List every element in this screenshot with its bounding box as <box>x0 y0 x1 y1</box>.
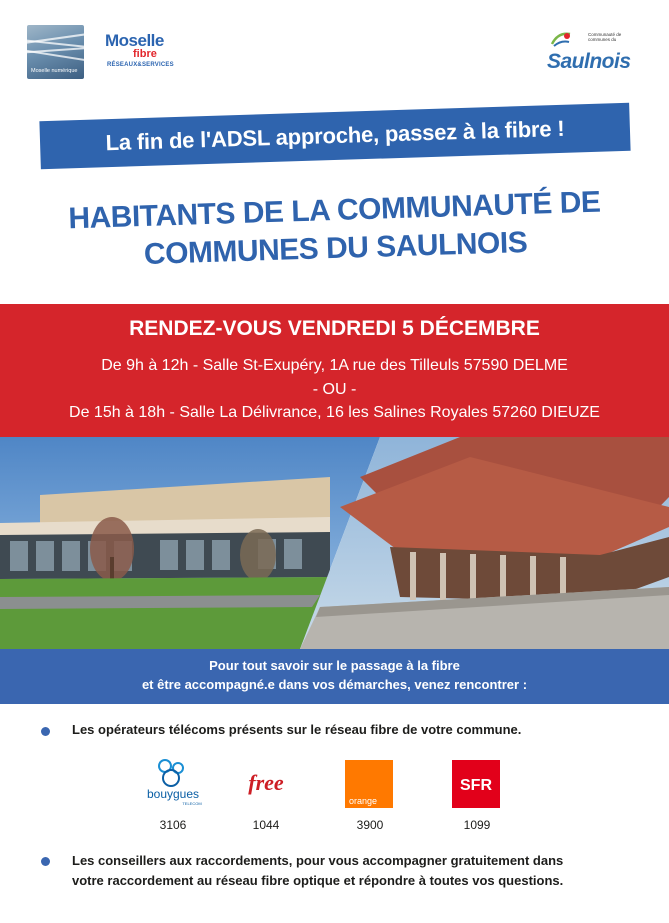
moselle-numerique-logo-text: Moselle numérique <box>31 68 78 74</box>
headline-line-1: HABITANTS DE LA COMMUNAUTÉ DE <box>67 185 601 236</box>
orange-number: 3900 <box>356 818 384 832</box>
bouygues-name: bouygues <box>146 787 200 801</box>
bouygues-icon <box>142 758 204 808</box>
bullet-dot-2 <box>41 857 50 866</box>
event-title: RENDEZ-VOUS VENDREDI 5 DÉCEMBRE <box>129 317 540 340</box>
event-block <box>0 304 669 437</box>
info-line-2: et être accompagné.e dans vos démarches, venez rencontrer : <box>141 677 528 692</box>
moselle-numerique-logo <box>27 25 84 79</box>
orange-name: orange <box>349 796 378 806</box>
saulnois-logo-small-text: Communauté de communes du <box>588 32 622 42</box>
moselle-fibre-logo <box>105 32 189 74</box>
event-separator: - OU - <box>312 381 357 398</box>
free-name: free <box>248 770 284 795</box>
sfr-number: 1099 <box>463 818 491 832</box>
adsl-banner-text: La fin de l'ADSL approche, passez à la fibre ! <box>105 115 565 156</box>
bullet-advisors-line-2: votre raccordement au réseau fibre optique et répondre à toutes vos questions. <box>72 873 564 888</box>
bouygues-sub: TELECOM <box>182 801 202 806</box>
page-headline <box>29 182 641 277</box>
bullet-advisors-line-1: Les conseillers aux raccordements, pour vous accompagner gratuitement dans <box>72 853 564 868</box>
bullet-advisors <box>72 851 662 891</box>
saulnois-emblem-icon <box>550 30 572 48</box>
headline-line-2: COMMUNES DU SAULNOIS <box>143 225 528 272</box>
free-number: 1044 <box>252 818 280 832</box>
bullet-dot-1 <box>41 727 50 736</box>
sfr-name: SFR <box>460 777 492 794</box>
saulnois-logo <box>544 30 634 76</box>
free-icon <box>235 758 297 808</box>
orange-icon <box>339 758 401 808</box>
venue-photos <box>0 437 669 649</box>
sfr-logo <box>446 758 508 808</box>
saulnois-logo-name: Saulnois <box>547 50 631 73</box>
info-bar <box>0 649 669 704</box>
event-session-delme: De 9h à 12h - Salle St-Exupéry, 1A rue des Tilleuls 57590 DELME <box>101 357 568 374</box>
sfr-icon <box>446 758 508 808</box>
bullet-operators: Les opérateurs télécoms présents sur le réseau fibre de votre commune. <box>72 722 522 737</box>
event-session-dieuze: De 15h à 18h - Salle La Délivrance, 16 les Salines Royales 57260 DIEUZE <box>69 404 600 421</box>
bouygues-number: 3106 <box>159 818 187 832</box>
bouygues-logo <box>142 758 204 808</box>
moselle-fibre-logo-title: Moselle <box>105 31 164 50</box>
info-line-1: Pour tout savoir sur le passage à la fibre <box>209 658 460 673</box>
orange-logo <box>339 758 401 808</box>
moselle-fibre-logo-subtitle: RÉSEAUX&SERVICES <box>107 62 174 68</box>
moselle-fibre-logo-fibre: fibre <box>133 48 157 60</box>
free-logo <box>235 758 297 808</box>
